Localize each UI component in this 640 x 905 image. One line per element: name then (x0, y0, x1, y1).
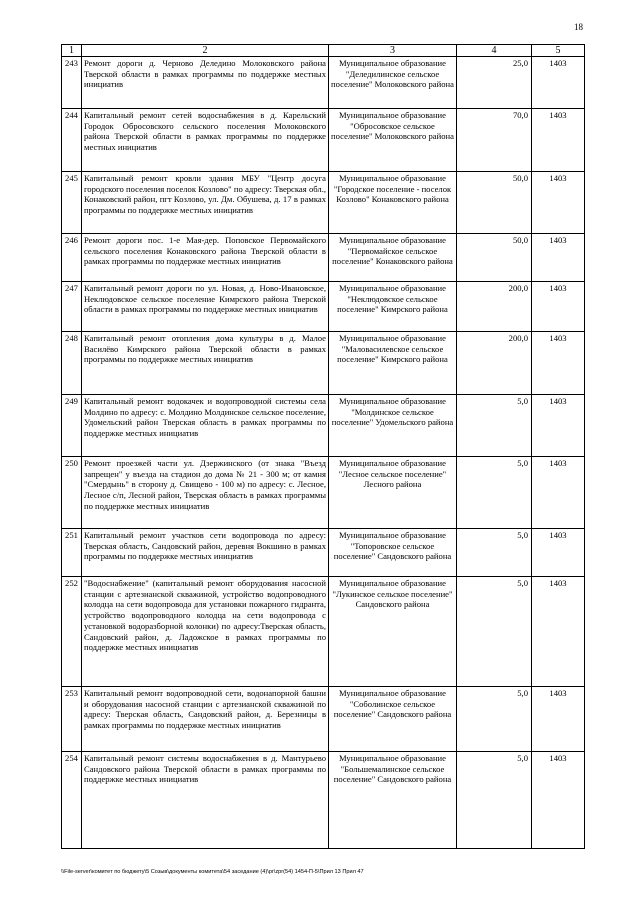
row-municipality: Муниципальное образование "Топоровское сельское поселение" Сандовского района (329, 529, 457, 577)
row-amount: 25,0 (457, 57, 532, 109)
row-code: 1403 (532, 332, 585, 395)
row-number: 254 (62, 752, 82, 849)
row-name: Капитальный ремонт отопления дома культуры в д. Малое Василёво Кимрского района Тверской области в рамках программы по поддержке местных инициатив (82, 332, 329, 395)
row-amount: 200,0 (457, 282, 532, 332)
page-number: 18 (574, 22, 583, 32)
table-row (62, 332, 585, 395)
header-col-4: 4 (457, 45, 532, 57)
row-amount: 5,0 (457, 687, 532, 752)
row-municipality: Муниципальное образование "Большемалинское сельское поселение" Сандовского района (329, 752, 457, 849)
table-row (62, 234, 585, 282)
row-amount: 50,0 (457, 172, 532, 234)
header-col-2: 2 (82, 45, 329, 57)
table-row (62, 57, 585, 109)
row-code: 1403 (532, 234, 585, 282)
row-name: Капитальный ремонт кровли здания МБУ "Центр досуга городского поселения поселок Козлово" по адресу: Тверская обл., Конаковский район, пгт Козлово, ул. Дм. Обушева, д. 17 в рамках программы по поддержке местных инициатив (82, 172, 329, 234)
row-name: Ремонт дороги пос. 1-е Мая-дер. Поповское Первомайского сельского поселения Конаковского района Тверской области в рамках программы по поддержке местных инициатив (82, 234, 329, 282)
row-number: 253 (62, 687, 82, 752)
appendix-table (61, 44, 585, 849)
row-municipality: Муниципальное образование "Первомайское сельское поселение" Конаковского района (329, 234, 457, 282)
row-municipality: Муниципальное образование "Соболинское сельское поселение" Сандовского района (329, 687, 457, 752)
row-number: 247 (62, 282, 82, 332)
header-col-3: 3 (329, 45, 457, 57)
row-name: Капитальный ремонт системы водоснабжения в д. Мантурьево Сандовского района Тверской области в рамках программы по поддержке местных инициатив (82, 752, 329, 849)
row-municipality: Муниципальное образование "Обросовское сельское поселение" Молоковского района (329, 109, 457, 172)
file-path-footer: \\File-server\комитет по бюджету\5 Созыв\документы комитета\54 заседание (4)\pr\zpr(54) 1454-П-5\Прил 13 Прил 47 (61, 869, 364, 875)
row-amount: 70,0 (457, 109, 532, 172)
row-code: 1403 (532, 282, 585, 332)
row-number: 246 (62, 234, 82, 282)
row-number: 250 (62, 457, 82, 529)
row-code: 1403 (532, 395, 585, 457)
row-number: 243 (62, 57, 82, 109)
row-amount: 5,0 (457, 752, 532, 849)
row-number: 248 (62, 332, 82, 395)
row-amount: 5,0 (457, 529, 532, 577)
row-municipality: Муниципальное образование "Молдинское сельское поселение" Удомельского района (329, 395, 457, 457)
row-municipality: Муниципальное образование "Маловасилевское сельское поселение" Кимрского района (329, 332, 457, 395)
table-row (62, 172, 585, 234)
row-amount: 5,0 (457, 457, 532, 529)
row-name: "Водоснабжение" (капитальный ремонт оборудования насосной станции с артезианской скважиной, устройство водопроводного колодца на сети водопровода для установки пожарного гидранта, устройство водопроводного колодца на сети водопровода с установкой водоразборной колонки) по адресу:Тверская область, Сандовский район, д. Ладожское в рамках программы по поддержке местных инициатив (82, 577, 329, 687)
row-number: 251 (62, 529, 82, 577)
row-amount: 50,0 (457, 234, 532, 282)
row-name: Ремонт проезжей части ул. Дзержинского (от знака "Въезд запрещен" у въезда на стадион до дома № 21 - 300 м; от камня "Смердынь" в сторону д. Свищево - 100 м) по адресу: с. Лесное, Лесное с/п, Лесной район, Тверская область в рамках программы по поддержке местных инициатив (82, 457, 329, 529)
row-name: Капитальный ремонт сетей водоснабжения в д. Карельский Городок Обросовского сельского поселения Молоковского района Тверской области в рамках программы по поддержке местных инициатив (82, 109, 329, 172)
row-number: 244 (62, 109, 82, 172)
row-amount: 200,0 (457, 332, 532, 395)
row-municipality: Муниципальное образование "Лукинское сельское поселение" Сандовского района (329, 577, 457, 687)
table-row (62, 395, 585, 457)
row-municipality: Муниципальное образование "Деледилинское сельское поселение" Молоковского района (329, 57, 457, 109)
table-header-row (62, 45, 585, 57)
row-municipality: Муниципальное образование "Городское поселение - поселок Козлово" Конаковского района (329, 172, 457, 234)
row-number: 245 (62, 172, 82, 234)
header-col-1: 1 (62, 45, 82, 57)
row-municipality: Муниципальное образование "Неклюдовское сельское поселение" Кимрского района (329, 282, 457, 332)
row-number: 252 (62, 577, 82, 687)
row-amount: 5,0 (457, 577, 532, 687)
table-row (62, 577, 585, 687)
row-code: 1403 (532, 687, 585, 752)
table-row (62, 752, 585, 849)
row-amount: 5,0 (457, 395, 532, 457)
row-municipality: Муниципальное образование "Лесное сельское поселение" Лесного района (329, 457, 457, 529)
row-code: 1403 (532, 457, 585, 529)
table-row (62, 529, 585, 577)
row-code: 1403 (532, 172, 585, 234)
row-code: 1403 (532, 529, 585, 577)
row-name: Капитальный ремонт водопроводной сети, водонапорной башни и оборудования насосной станции с артезианской скважиной по адресу: Тверская область, Сандовский район, д. Березницы в рамках программы по поддержке местных инициатив (82, 687, 329, 752)
row-name: Ремонт дороги д. Черново Деледино Молоковского района Тверской области в рамках программы по поддержке местных инициатив (82, 57, 329, 109)
row-name: Капитальный ремонт водокачек и водопроводной системы села Молдино по адресу: с. Молдино Молдинское сельское поселение, Удомельский район Тверская область в рамках программы по поддержке местных инициатив (82, 395, 329, 457)
table-row (62, 109, 585, 172)
row-code: 1403 (532, 57, 585, 109)
row-number: 249 (62, 395, 82, 457)
row-code: 1403 (532, 577, 585, 687)
row-code: 1403 (532, 752, 585, 849)
row-name: Капитальный ремонт участков сети водопровода по адресу: Тверская область, Сандовский район, деревня Вокшино в рамках программы по поддержке местных инициатив (82, 529, 329, 577)
table-row (62, 457, 585, 529)
table-row (62, 687, 585, 752)
row-code: 1403 (532, 109, 585, 172)
table-row (62, 282, 585, 332)
row-name: Капитальный ремонт дороги по ул. Новая, д. Ново-Ивановское, Неклюдовское сельское поселение Кимрского района Тверской области в рамках программы по поддержке местных инициатив (82, 282, 329, 332)
table-body (62, 45, 585, 849)
header-col-5: 5 (532, 45, 585, 57)
